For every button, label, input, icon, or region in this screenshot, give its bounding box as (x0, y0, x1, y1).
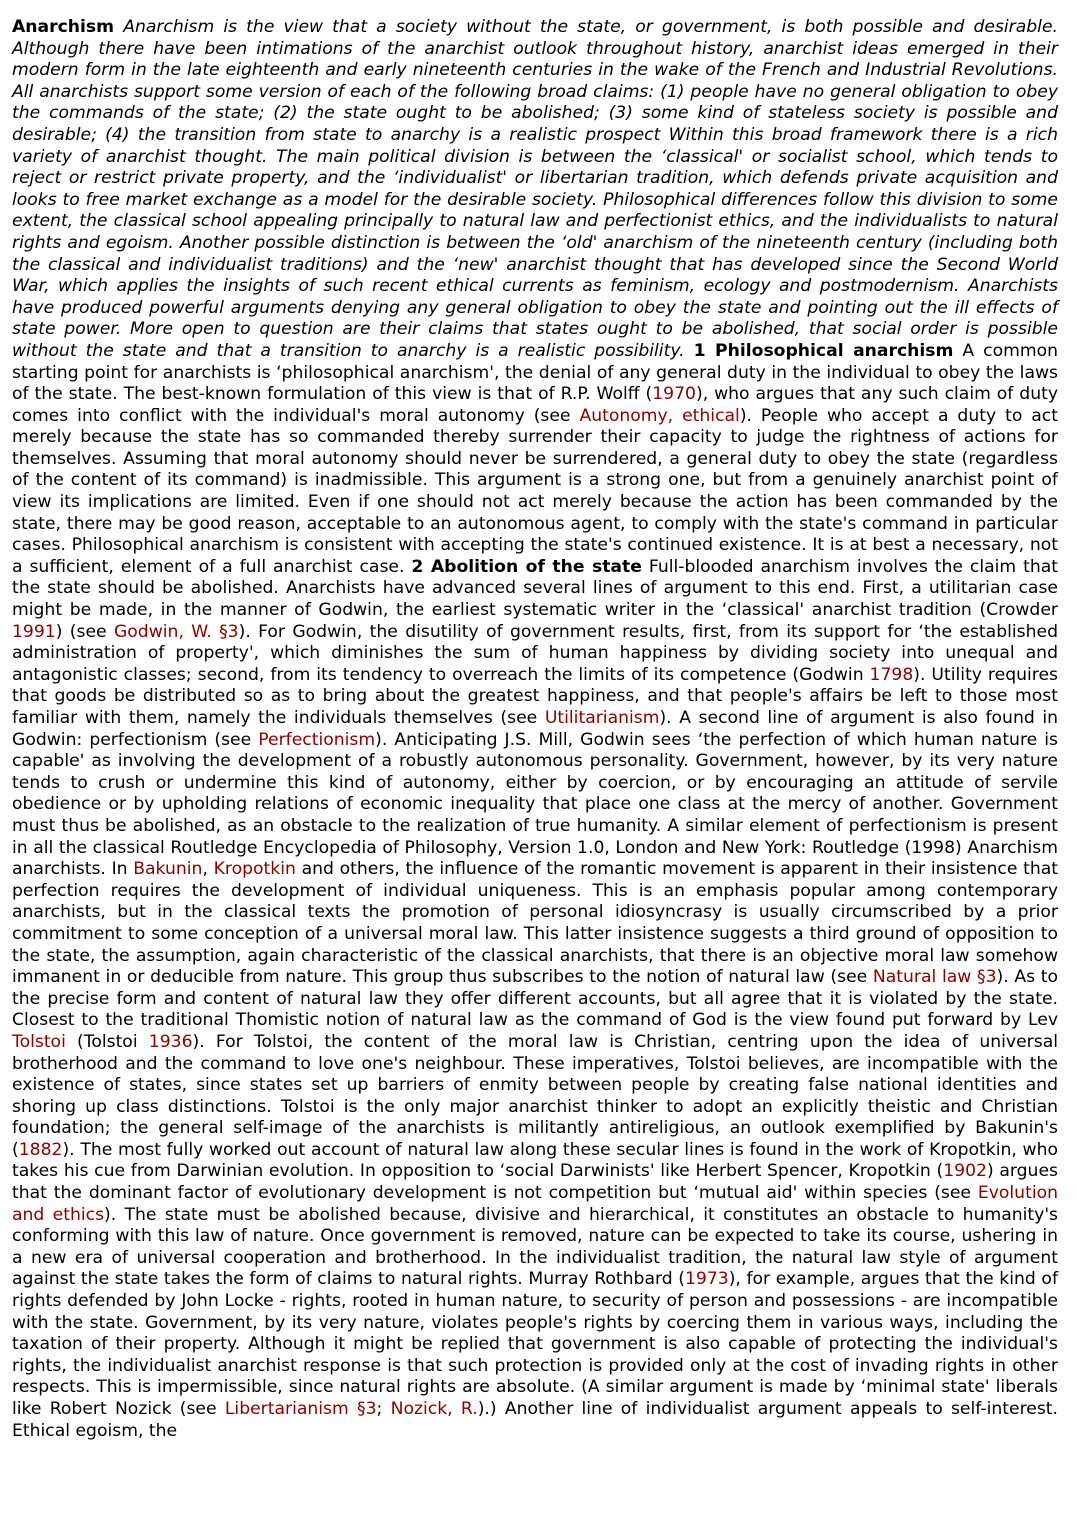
cross-ref-link-evolution-and-ethics[interactable]: Evolution and ethics (12, 1183, 1058, 1225)
body-text: ). For Tolstoi, the content of the moral law is Christian, centring upon the idea of universal brotherhood and the command to love one's neighbour. These imperatives, Tolstoi believes, are incompatible with the existence of states, since states set up barriers of enmity between people by creating false national identities and shoring up class distinctions. Tolstoi is the only major anarchist thinker to adopt an explicitly theistic and Christian foundation; the general self-image of the anarchists is militantly antireligious, an outlook exemplified by Bakunin's ( (12, 1031, 1059, 1160)
body-text: ) (see (55, 621, 114, 642)
citation-link-1936[interactable]: 1936 (148, 1031, 193, 1052)
body-text: ), who argues that any such claim of duty comes into conflict with the individual's moral autonomy (see (12, 384, 1059, 426)
section-heading-abolition-of-the-state: 2 Abolition of the state (411, 556, 642, 577)
body-text: ). People who accept a duty to act merely because the state has so commanded thereby surrender their capacity to judge the rightness of actions for themselves. Assuming that moral autonomy should never be surrendered, a general duty to obey the state (regardless of the content of its command) is inadmissible. This argument is a strong one, but from a genuinely anarchist point of view its implications are limited. Even if one should not act merely because the action has been commanded by the state, there may be good reason, acceptable to an autonomous agent, to comply with the state's command in particular cases. Philosophical anarchism is consistent with accepting the state's continued existence. It is at best a necessary, not a sufficient, element of a full anarchist case. (12, 405, 1058, 577)
article-abstract: Anarchism is the view that a society without the state, or government, is both possible and desirable. Although there have been intimations of the anarchist outlook throughout history, anarchist ideas emerged in their modern form in the late eighteenth and early nineteenth centuries in the wake of the French and Industrial Revolutions. All anarchists support some version of each of the following broad claims: (1) people have no general obligation to obey the commands of the state; (2) the state ought to be abolished; (3) some kind of stateless society is possible and desirable; (4) the transition from state to anarchy is a realistic prospect Within this broad framework there is a rich variety of anarchist thought. The main political division is between the ‘classical' or socialist school, which tends to reject or restrict private property, and the ‘individualist' or libertarian tradition, which defends private acquisition and looks to free market exchange as a model for the desirable society. Philosophical differences follow this division to some extent, the classical school appealing principally to natural law and perfectionist ethics, and the individualists to natural rights and egoism. Another possible distinction is between the ‘old' anarchism of the nineteenth century (including both the classical and individualist traditions) and the ‘new' anarchist thought that has developed since the Second World War, which applies the insights of such recent ethical currents as feminism, ecology and postmodernism. Anarchists have produced powerful arguments denying any general obligation to obey the state and pointing out the ill effects of state power. More open to question are their claims that states ought to be abolished, that social order is possible without the state and that a transition to anarchy is a realistic possibility. (12, 17, 1058, 361)
body-text: ), for example, argues that the kind of rights defended by John Locke - rights, rooted in human nature, to security of person and possessions - are incompatible with the state. Government, by its very nature, violates people's rights by coercing them in various ways, including the taxation of their property. Although it might be replied that government is also capable of protecting the individual's rights, the individualist anarchist response is that such protection is provided only at the cost of invading rights in other respects. This is impermissible, since natural rights are absolute. (A similar argument is made by ‘minimal state' liberals like Robert Nozick (see (12, 1269, 1058, 1419)
body-text: ) argues that the dominant factor of evolutionary development is not competition but ‘mutual aid' within species (see (12, 1161, 1058, 1204)
body-text: ; (376, 1399, 391, 1419)
citation-link-1882[interactable]: 1882 (18, 1139, 63, 1160)
citation-link-1798[interactable]: 1798 (869, 664, 914, 685)
cross-ref-link-utilitarianism[interactable]: Utilitarianism (544, 708, 660, 728)
section-heading-philosophical-anarchism: 1 Philosophical anarchism (693, 340, 954, 361)
cross-ref-link-autonomy-ethical[interactable]: Autonomy, ethical (579, 405, 740, 426)
cross-ref-link-natural-law[interactable]: Natural law §3 (872, 967, 997, 988)
cross-ref-link-tolstoi[interactable]: Tolstoi (12, 1031, 66, 1052)
body-text: ). The most fully worked out account of natural law along these secular lines is found in the work of Kropotkin, who takes his cue from Darwinian evolution. In opposition to ‘social Darwinists' like Herbert Spencer, Kropotkin ( (12, 1139, 1058, 1182)
cross-ref-link-bakunin[interactable]: Bakunin (133, 859, 203, 880)
body-text: ). Anticipating J.S. Mill, Godwin sees ‘the perfection of which human nature is capable' as involving the development of a robustly autonomous personality. Government, however, by its very nature tends to crush or undermine this kind of autonomy, either by coercion, or by encouraging an attitude of servile obedience or by upholding relations of economic inequality that place one class at the mercy of another. Government must thus be abolished, as an obstacle to the realization of true humanity. A similar element of perfectionism is present in all the classical Routledge Encyclopedia of Philosophy, Version 1.0, London and New York: Routledge (1998) Anarchism anarchists. In (12, 729, 1058, 880)
body-text: A common starting point for anarchists is ‘philosophical anarchism', the denial of any general duty in the individual to obey the laws of the state. The best-known formulation of this view is that of R.P. Wolff ( (12, 340, 1058, 405)
body-text: ).) Another line of individualist argument appeals to self-interest. Ethical egoism, the (12, 1399, 1059, 1441)
body-text: and others, the influence of the romantic movement is apparent in their insistence that perfection requires the development of individual uniqueness. This is an emphasis popular among contemporary anarchists, but in the classical texts the promotion of personal idiosyncrasy is usually circumscribed by a prior commitment to some conception of a universal moral law. This latter insistence suggests a third ground of opposition to the state, the assumption, again characteristic of the classical anarchists, that there is an objective moral law somehow immanent in or deducible from nature. This group thus subscribes to the notion of natural law (see (12, 859, 1058, 988)
citation-link-1970[interactable]: 1970 (652, 384, 696, 405)
body-text: , (202, 859, 214, 880)
article-body (12, 17, 1058, 1442)
body-text: ). For Godwin, the disutility of government results, first, from its support for ‘the established administration of property', which diminishes the sum of human happiness by dividing society into unequal and antagonistic classes; second, from its tendency to overreach the limits of its competence (Godwin (12, 621, 1058, 685)
body-text: (Tolstoi (65, 1031, 149, 1052)
body-text: ). Utility requires that goods be distributed so as to bring about the greatest happiness, and that people's affairs be left to those most familiar with them, namely the individuals themselves (see (12, 664, 1058, 728)
cross-ref-link-perfectionism[interactable]: Perfectionism (258, 729, 376, 750)
cross-ref-link-nozick[interactable]: Nozick, R. (390, 1399, 478, 1419)
cross-ref-link-godwin[interactable]: Godwin, W. §3 (113, 621, 239, 642)
cross-ref-link-libertarianism[interactable]: Libertarianism §3 (224, 1399, 377, 1419)
citation-link-1902[interactable]: 1902 (943, 1161, 987, 1182)
body-text: ). A second line of argument is also found in Godwin: perfectionism (see (12, 708, 1058, 750)
article-title: Anarchism (12, 17, 115, 37)
body-text: ). As to the precise form and content of natural law they offer different accounts, but all agree that it is violated by the state. Closest to the traditional Thomistic notion of natural law as the command of God is the view found put forward by Lev (12, 967, 1058, 1031)
body-text: Full-blooded anarchism involves the claim that the state should be abolished. Anarchists have advanced several lines of argument to this end. First, a utilitarian case might be made, in the manner of Godwin, the earliest systematic writer in the ‘classical' anarchist tradition (Crowder (12, 556, 1059, 621)
body-text: ). The state must be abolished because, divisive and hierarchical, it constitutes an obstacle to humanity's conforming with this law of nature. Once government is removed, nature can be expected to take its course, ushering in a new era of universal cooperation and brotherhood. In the individualist tradition, the natural law style of argument against the state takes the form of claims to natural rights. Murray Rothbard ( (12, 1204, 1059, 1290)
cross-ref-link-kropotkin[interactable]: Kropotkin (213, 859, 296, 880)
citation-link-1973[interactable]: 1973 (684, 1269, 729, 1290)
citation-link-1991[interactable]: 1991 (12, 621, 56, 642)
